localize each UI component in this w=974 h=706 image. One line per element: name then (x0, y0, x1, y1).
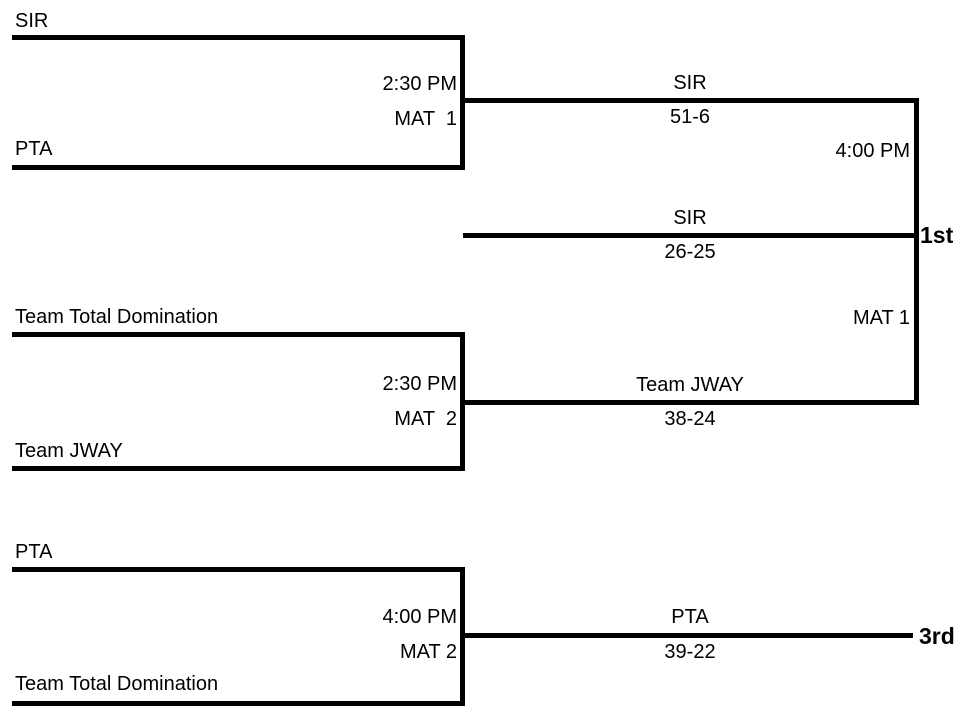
final-winner: SIR (673, 207, 707, 229)
final-mat: MAT 1 (852, 307, 910, 329)
semifinal-1-team-bottom: PTA (15, 138, 53, 160)
semifinal-1-winner-line (460, 98, 919, 103)
semifinal-2-top-line (12, 332, 465, 337)
third-place-team-top: PTA (15, 541, 53, 563)
semifinal-1-team-top: SIR (15, 10, 49, 32)
third-place-top-line (12, 567, 465, 572)
semifinal-2-team-bottom: Team JWAY (15, 440, 123, 462)
semifinal-2-team-top: Team Total Domination (15, 306, 219, 328)
semifinal-1-time: 2:30 PM (382, 73, 457, 95)
semifinal-2-winner: Team JWAY (636, 374, 744, 396)
final-winner-line (463, 233, 919, 238)
semifinal-2-score: 38-24 (664, 408, 716, 430)
semifinal-2-bottom-line (12, 466, 465, 471)
final-time: 4:00 PM (835, 140, 910, 162)
semifinal-1-top-line (12, 35, 465, 40)
third-place-winner: PTA (671, 606, 709, 628)
semifinal-1-mat: MAT 1 (394, 108, 457, 130)
semifinal-2-time: 2:30 PM (382, 373, 457, 395)
third-place-time: 4:00 PM (382, 606, 457, 628)
third-place-team-bottom: Team Total Domination (15, 673, 219, 695)
final-bracket-vertical (914, 98, 919, 405)
third-place-winner-line (460, 633, 913, 638)
semifinal-1-winner: SIR (673, 72, 707, 94)
semifinal-1-score: 51-6 (669, 106, 711, 128)
semifinal-1-bottom-line (12, 165, 465, 170)
third-place-label: 3rd (919, 623, 955, 649)
semifinal-2-winner-line (460, 400, 919, 405)
third-place-score: 39-22 (664, 641, 716, 663)
semifinal-2-mat: MAT 2 (394, 408, 457, 430)
third-place-mat: MAT 2 (399, 641, 457, 663)
first-place-label: 1st (920, 222, 954, 248)
final-score: 26-25 (664, 241, 716, 263)
